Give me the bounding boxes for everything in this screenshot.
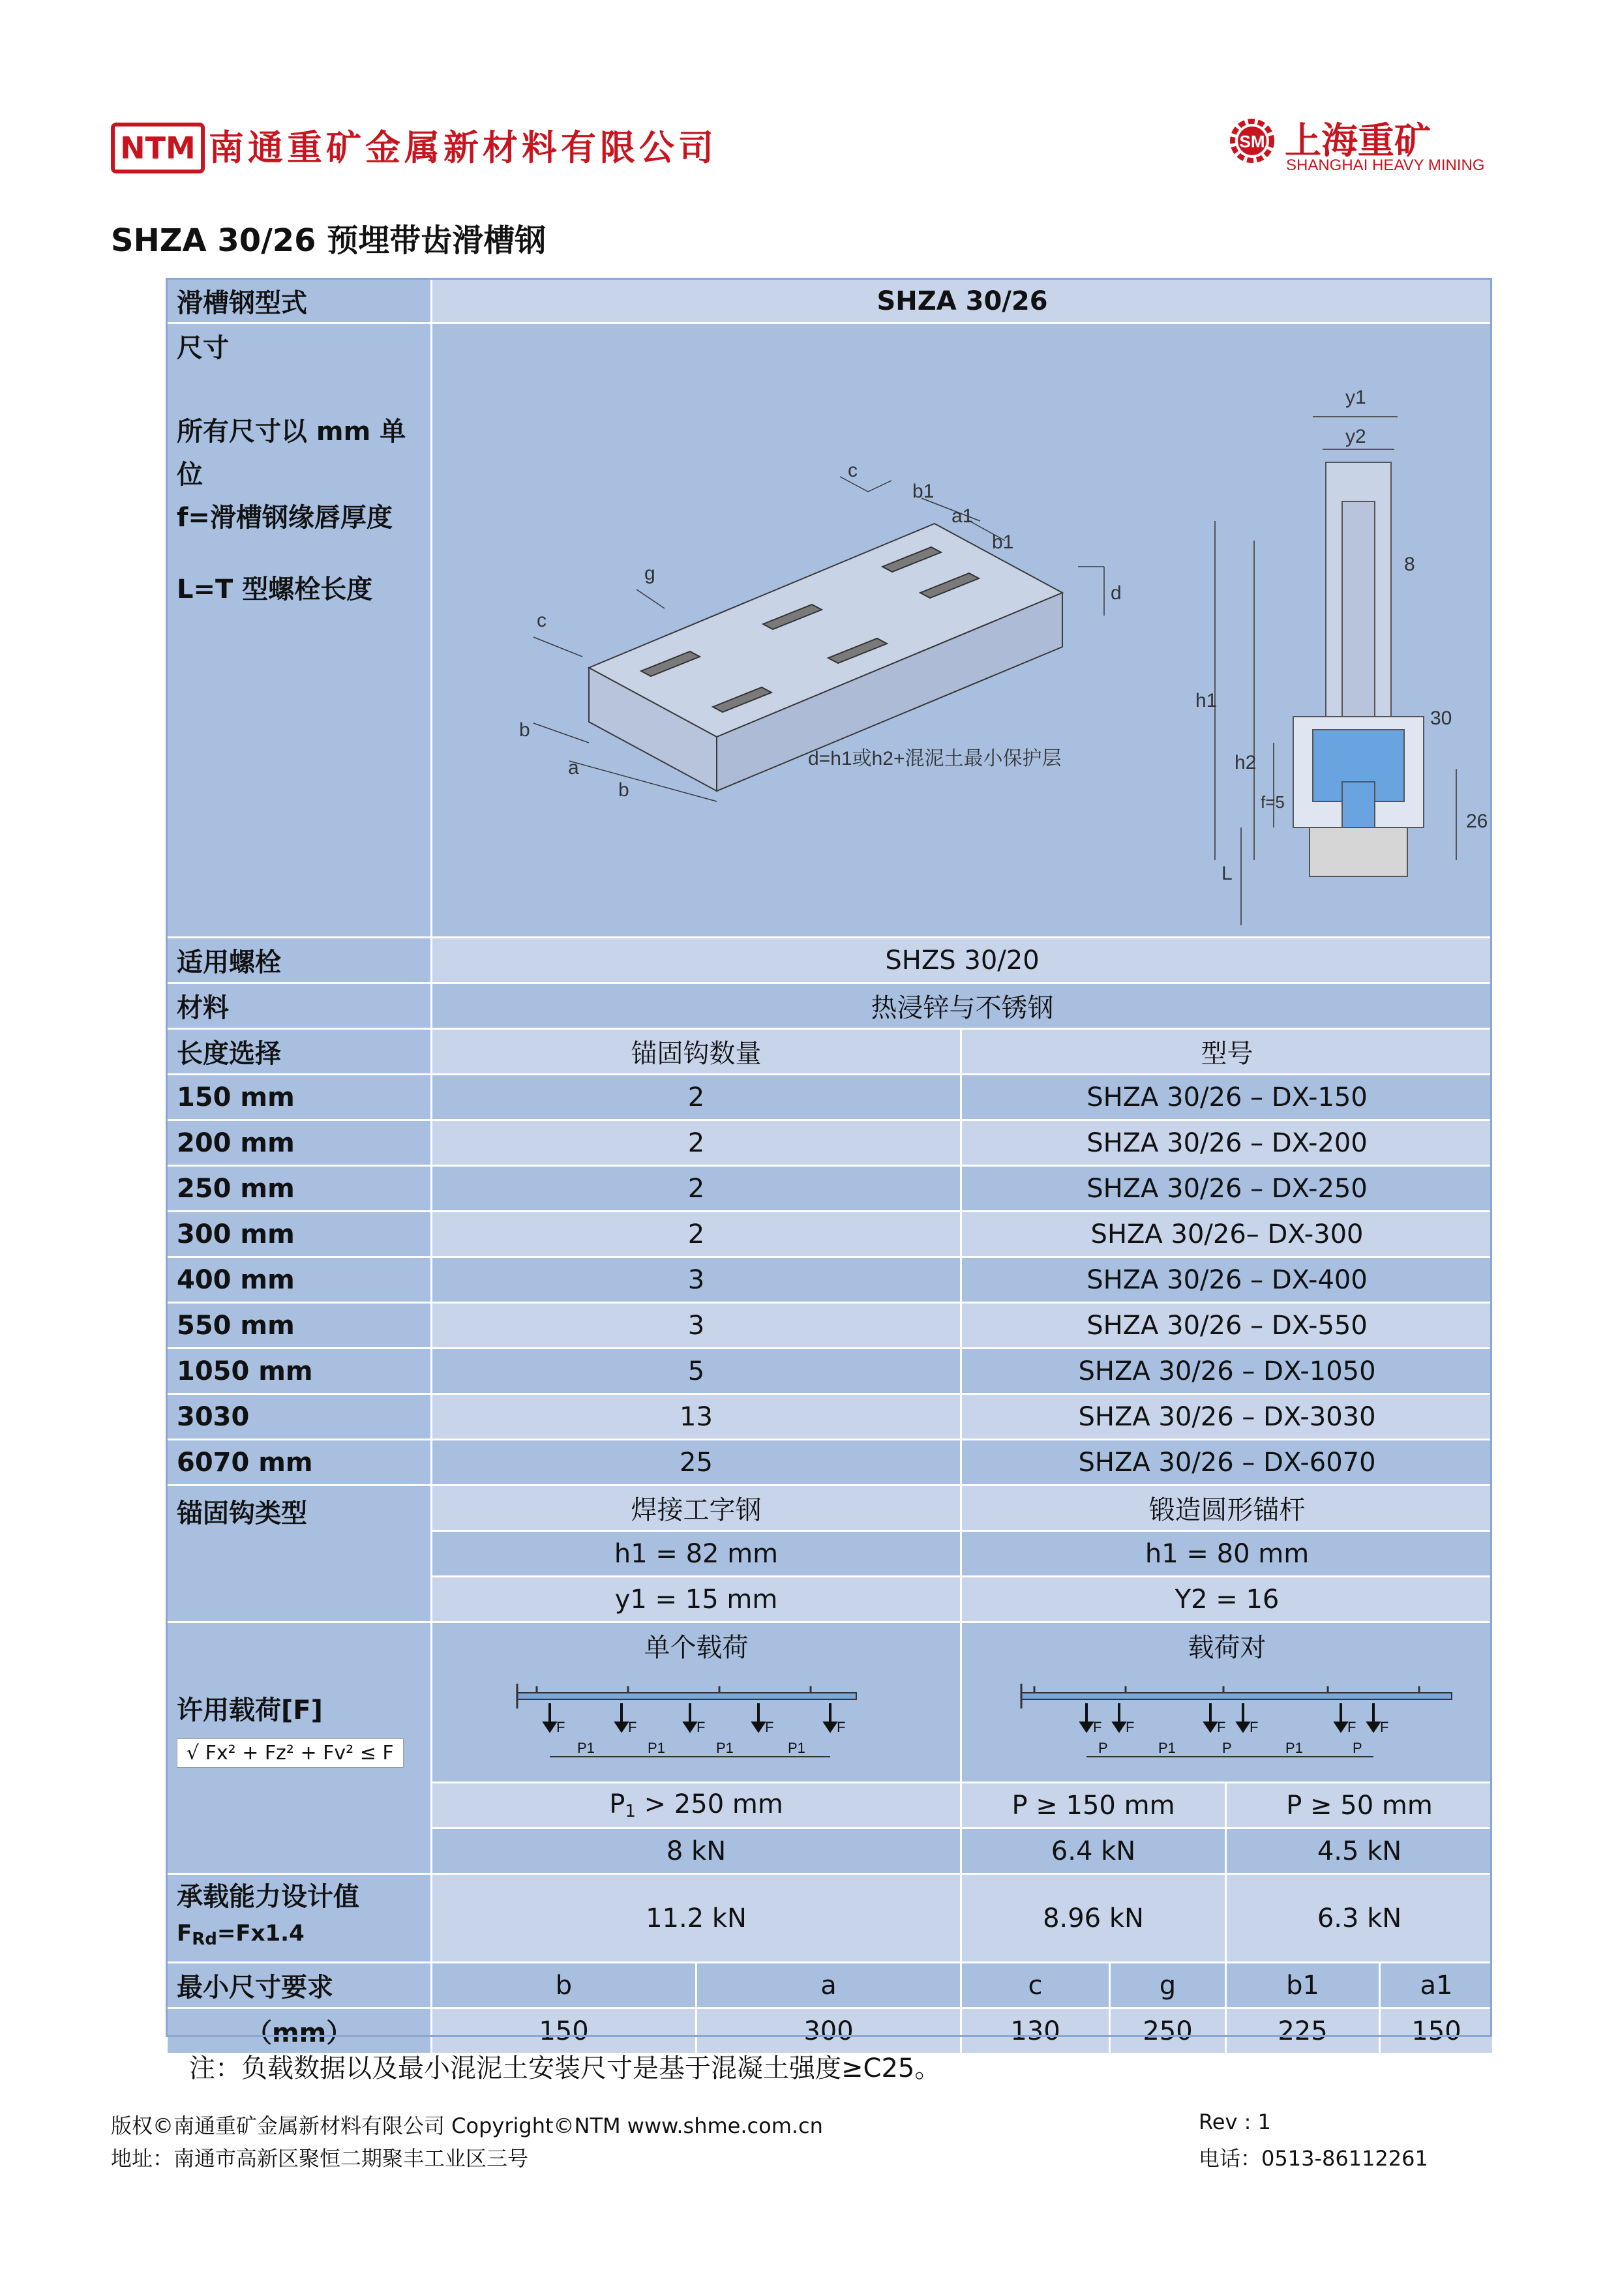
iso-label-b1: b1 (912, 480, 935, 502)
pair-f-4: F (1249, 1719, 1258, 1735)
length-cell: 150 mm (167, 1075, 432, 1120)
side-label-26: 26 (1466, 810, 1488, 832)
load-value-b: 6.4 kN (961, 1828, 1226, 1874)
min-value-b: 150 (432, 2008, 697, 2054)
single-f-1: F (556, 1719, 565, 1735)
pair-f-1: F (1092, 1719, 1101, 1735)
iso-label-b1-2: b1 (992, 531, 1014, 553)
single-p1-1: P1 (577, 1740, 595, 1756)
side-label-30: 30 (1430, 707, 1452, 729)
count-cell: 5 (432, 1349, 961, 1394)
count-cell: 25 (432, 1440, 961, 1485)
anchor-type-a: 焊接工字钢 (432, 1485, 961, 1531)
p1-cond-sub: 1 (625, 1802, 636, 1821)
svg-text:SM: SM (1239, 132, 1265, 151)
material-value: 热浸锌与不锈钢 (432, 983, 1493, 1029)
min-header-row (167, 1963, 1493, 2008)
model-cell: SHZA 30/26– DX-300 (961, 1212, 1493, 1257)
footnote: 注：负载数据以及最小混泥土安装尺寸是基于混凝土强度≥C25。 (189, 2053, 941, 2083)
min-header-b1: b1 (1226, 1963, 1380, 2008)
min-header-g: g (1110, 1963, 1226, 2008)
length-cell: 3030 (167, 1394, 432, 1440)
anchor-h1-a: h1 = 82 mm (432, 1531, 961, 1577)
pair-load-diagram (963, 1664, 1492, 1775)
model-cell: SHZA 30/26 – DX-150 (961, 1075, 1493, 1120)
pair-f-3: F (1216, 1719, 1225, 1735)
min-value-g: 250 (1110, 2008, 1226, 2054)
min-value-row (167, 2008, 1493, 2054)
single-load-cell (432, 1622, 961, 1783)
side-label-y1: y1 (1345, 386, 1366, 408)
design-formula-suffix: =Fx1.4 (217, 1920, 305, 1946)
load-value-c: 4.5 kN (1226, 1828, 1493, 1874)
design-value-a: 11.2 kN (432, 1874, 961, 1963)
count-cell: 2 (432, 1075, 961, 1120)
table-row (167, 1349, 1493, 1394)
iso-label-c: c (848, 459, 858, 481)
load-label-cell (167, 1622, 432, 1874)
table-row (167, 1212, 1493, 1257)
load-cond-b: P ≥ 150 mm (961, 1783, 1226, 1828)
bolt-label: 适用螺栓 (167, 938, 432, 983)
side-label-l: L (1221, 862, 1233, 884)
single-f-3: F (697, 1719, 706, 1735)
side-label-h2: h2 (1235, 751, 1257, 773)
p1-cond-suffix: > 250 mm (635, 1789, 783, 1819)
anchor-count-header: 锚固钩数量 (432, 1029, 961, 1075)
length-header-row (167, 1029, 1493, 1075)
iso-label-g: g (644, 562, 655, 584)
length-cell: 1050 mm (167, 1349, 432, 1394)
table-row (167, 1257, 1493, 1303)
pair-p1-2: P1 (1285, 1740, 1303, 1756)
footer-rev: Rev : 1 (1199, 2110, 1271, 2134)
length-cell: 400 mm (167, 1257, 432, 1303)
single-f-5: F (837, 1719, 846, 1735)
length-label: 长度选择 (167, 1029, 432, 1075)
model-header: 型号 (961, 1029, 1493, 1075)
length-cell: 200 mm (167, 1120, 432, 1166)
pair-load-cell (961, 1622, 1493, 1783)
footer-address: 地址：南通市高新区聚恒二期聚丰工业区三号 (111, 2146, 529, 2171)
side-label-h1: h1 (1195, 689, 1218, 711)
footer-phone: 电话：0513-86112261 (1199, 2146, 1428, 2171)
load-formula: √ Fx² + Fz² + Fv² ≤ F (177, 1738, 404, 1768)
shm-logo-header (1226, 111, 1500, 183)
design-value-c: 6.3 kN (1226, 1874, 1493, 1963)
design-formula (177, 1915, 421, 1958)
anchor-type-b: 锻造圆形锚杆 (961, 1485, 1493, 1531)
anchor-h1-b: h1 = 80 mm (961, 1531, 1493, 1577)
type-label: 滑槽钢型式 (167, 279, 432, 323)
shm-logo-cn: 上海重矿 (1285, 120, 1431, 162)
pair-f-6: F (1379, 1719, 1388, 1735)
size-note-units: 所有尺寸以 mm 单位 (177, 417, 406, 490)
table-row (167, 1394, 1493, 1440)
model-cell: SHZA 30/26 – DX-550 (961, 1303, 1493, 1349)
anchor-type-label: 锚固钩类型 (167, 1485, 432, 1622)
bolt-row (167, 938, 1493, 983)
single-f-4: F (765, 1719, 774, 1735)
count-cell: 2 (432, 1120, 961, 1166)
design-label: 承载能力设计值 (177, 1882, 359, 1912)
single-p1-4: P1 (788, 1740, 805, 1756)
pair-f-5: F (1347, 1719, 1356, 1735)
length-cell: 550 mm (167, 1303, 432, 1349)
model-cell: SHZA 30/26 – DX-1050 (961, 1349, 1493, 1394)
shm-logo-en: SHANGHAI HEAVY MINING (1286, 157, 1485, 174)
single-load-label: 单个载荷 (644, 1633, 749, 1663)
shm-gear-logo-icon (1226, 115, 1278, 167)
model-cell: SHZA 30/26 – DX-3030 (961, 1394, 1493, 1440)
iso-label-c-2: c (537, 609, 547, 631)
material-label: 材料 (167, 983, 432, 1029)
design-formula-prefix: F (177, 1920, 192, 1946)
count-cell: 13 (432, 1394, 961, 1440)
spec-table (166, 278, 1494, 2055)
min-header-a: a (697, 1963, 961, 2008)
ntm-logo: NTM (111, 123, 205, 173)
table-row (167, 1120, 1493, 1166)
model-cell: SHZA 30/26 – DX-200 (961, 1120, 1493, 1166)
min-header-b: b (432, 1963, 697, 2008)
single-p1-2: P1 (648, 1740, 665, 1756)
pair-load-label: 载荷对 (1188, 1633, 1266, 1663)
design-value-b: 8.96 kN (961, 1874, 1226, 1963)
iso-label-d: d (1111, 582, 1122, 604)
anchor-type-row (167, 1485, 1493, 1531)
page-title: SHZA 30/26 预埋带齿滑槽钢 (111, 222, 547, 259)
model-cell: SHZA 30/26 – DX-6070 (961, 1440, 1493, 1485)
side-label-y2: y2 (1345, 425, 1366, 447)
table-row (167, 1166, 1493, 1212)
type-row (167, 279, 1493, 323)
model-cell: SHZA 30/26 – DX-250 (961, 1166, 1493, 1212)
design-row (167, 1874, 1493, 1963)
single-f-2: F (628, 1719, 637, 1735)
size-drawing-cell (432, 323, 1493, 938)
size-note-f: f=滑槽钢缘唇厚度 (177, 503, 393, 533)
count-cell: 3 (432, 1303, 961, 1349)
type-value: SHZA 30/26 (432, 279, 1493, 323)
single-p1-3: P1 (716, 1740, 734, 1756)
table-row (167, 1075, 1493, 1120)
min-value-c: 130 (961, 2008, 1110, 2054)
min-header-c: c (961, 1963, 1110, 2008)
pair-p1-1: P1 (1158, 1740, 1176, 1756)
size-row (167, 323, 1493, 938)
iso-label-b: b (519, 719, 530, 741)
count-cell: 2 (432, 1166, 961, 1212)
side-label-8: 8 (1404, 553, 1415, 575)
design-formula-sub: Rd (192, 1930, 217, 1949)
size-label: 尺寸 (177, 333, 229, 363)
min-label: 最小尺寸要求 (167, 1963, 432, 2008)
company-name: 南通重矿金属新材料有限公司 (209, 127, 717, 168)
footer-copyright: 版权©南通重矿金属新材料有限公司 Copyright©NTM www.shme.com.cn (111, 2113, 823, 2138)
min-value-b1: 225 (1226, 2008, 1380, 2054)
ntm-logo-header (111, 111, 717, 183)
min-value-a: 300 (697, 2008, 961, 2054)
size-note-l: L=T 型螺栓长度 (177, 574, 373, 604)
anchor-y-b: Y2 = 16 (961, 1577, 1493, 1622)
iso-label-b-2: b (618, 779, 629, 801)
load-label: 许用载荷[F] (177, 1695, 323, 1725)
min-value-a1: 150 (1380, 2008, 1493, 2054)
load-cond-c: P ≥ 50 mm (1226, 1783, 1493, 1828)
dimension-drawing (432, 325, 1489, 936)
iso-formula: d=h1或h2+混泥土最小保护层 (808, 747, 1062, 769)
min-header-a1: a1 (1380, 1963, 1493, 2008)
pair-f-2: F (1125, 1719, 1134, 1735)
side-label-f5: f=5 (1261, 792, 1285, 812)
table-row (167, 1440, 1493, 1485)
length-cell: 6070 mm (167, 1440, 432, 1485)
load-value-a: 8 kN (432, 1828, 961, 1874)
table-row (167, 1303, 1493, 1349)
single-load-diagram (432, 1664, 961, 1775)
count-cell: 2 (432, 1212, 961, 1257)
length-cell: 300 mm (167, 1212, 432, 1257)
design-label-cell (167, 1874, 432, 1963)
load-diagram-row (167, 1622, 1493, 1783)
pair-p-3: P (1352, 1740, 1362, 1756)
pair-p-2: P (1221, 1740, 1232, 1756)
p1-cond-prefix: P (609, 1789, 625, 1819)
model-cell: SHZA 30/26 – DX-400 (961, 1257, 1493, 1303)
material-row (167, 983, 1493, 1029)
iso-label-a: a (568, 756, 579, 779)
bolt-value: SHZS 30/20 (432, 938, 1493, 983)
pair-p-1: P (1098, 1740, 1108, 1756)
iso-label-a1: a1 (951, 505, 974, 527)
count-cell: 3 (432, 1257, 961, 1303)
length-cell: 250 mm (167, 1166, 432, 1212)
size-label-cell (167, 323, 432, 938)
load-cond-a (432, 1783, 961, 1828)
anchor-y-a: y1 = 15 mm (432, 1577, 961, 1622)
min-unit: （mm） (167, 2008, 432, 2054)
